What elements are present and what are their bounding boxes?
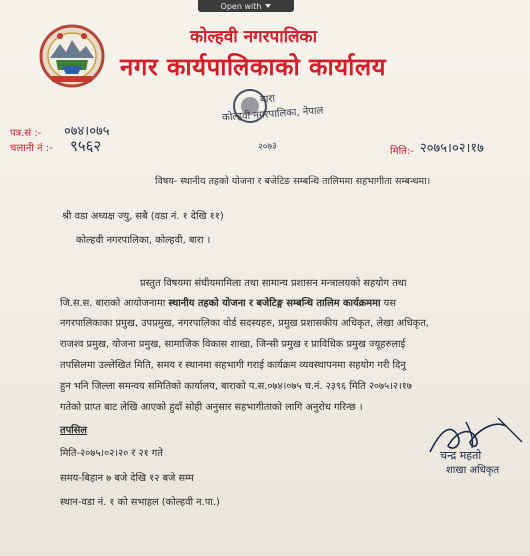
tapasil-date: मिति-२०७५।०२।२० र २१ गते	[60, 448, 163, 459]
body-line7: गतेको प्राप्त बाट लेखि आएको हुदाँ सोही अनुसार सहभागीताको लागि अनुरोध गरिन्छ ।	[60, 402, 363, 413]
body-line6: हुन भनि जिल्ला समन्वय समितिको कार्यालय, बाराको प.स.०७४।०७५ च.नं. २३९६ मिति २०७५।२।१७	[60, 381, 412, 392]
chalani-label: चलानी नं :-	[10, 143, 53, 154]
signatory-role: शाखा अधिकृत	[446, 465, 500, 476]
date-label: मिति:-	[390, 146, 414, 157]
tapasil-place: स्थान-वडा नं. १ को सभाहल (कोल्हवी न.पा.)	[60, 497, 220, 508]
stamp-line1: बारा	[259, 93, 276, 106]
tapasil-heading: तपसिल	[60, 425, 87, 436]
subject-line: विषय- स्थानीय तहको योजना र बजेटिङ सम्बन्धि तालिममा सहभागीता सम्बन्धमा।	[155, 176, 431, 187]
chalani-number: ९५६२	[70, 137, 102, 155]
tapasil-time: समय-बिहान ७ बजे देखि १२ बजे सम्म	[60, 473, 194, 484]
chevron-down-icon	[265, 4, 271, 8]
program-name: स्थानीय तहको योजना र बजेटिङ्ग सम्बन्धि तालिम कार्यक्रममा	[168, 298, 381, 309]
municipality-title: कोल्हवी नगरपालिका	[190, 27, 317, 47]
body-line4: राजश्व प्रमुख, योजना प्रमुख, सामाजिक विकास शाखा, जिन्सी प्रमुख र प्राविधिक प्रमुख ज्यूहरुलाई	[60, 339, 406, 350]
patra-number: ०७४।०७५	[64, 124, 110, 139]
recipient-line2: कोल्हवी नगरपालिका, कोल्हवी, बारा ।	[76, 235, 211, 246]
recipient-line1: श्री वडा अध्यक्ष ज्यु, सबै (वडा नं. १ देखि ११)	[62, 211, 224, 222]
open-with-label: Open with	[220, 1, 262, 11]
open-with-button[interactable]	[198, 0, 294, 12]
body-line5: तपसिलमा उल्लेखित मिति, समय र स्थानमा सहभागी गराई कार्यक्रम व्यवस्थापनमा सहयोग गरी दिनु	[60, 360, 406, 371]
body-line2-end: यस	[380, 298, 396, 309]
nepal-emblem-icon	[38, 22, 106, 88]
body-line1: प्रस्तुत विषयमा संघीयमामिला तथा सामान्य प्रशासन मन्त्रालयको सहयोग तथा	[140, 278, 407, 289]
patra-label: पत्र.सं :-	[10, 128, 42, 139]
stamp-line2: कोल्हवी नगरपालिका, नेपाल	[221, 105, 324, 124]
body-line2-start: जि.स.स. बाराको आयोजनामा	[60, 298, 169, 309]
date-value: २०७५।०२।१७	[420, 141, 484, 156]
signatory-name: चन्द्र महतो	[440, 449, 482, 462]
body-line3: नगरपालिकाका प्रमुख, उपप्रमुख, नगरपालिका वोर्ड सदस्यहरु, प्रमुख प्रशासकीय अधिकृत, लेखा अधिकृत,	[60, 318, 429, 329]
body-line2	[60, 294, 396, 315]
office-title: नगर कार्यपालिकाको कार्यालय	[120, 53, 387, 81]
stamp-year: २०७३	[257, 141, 278, 153]
